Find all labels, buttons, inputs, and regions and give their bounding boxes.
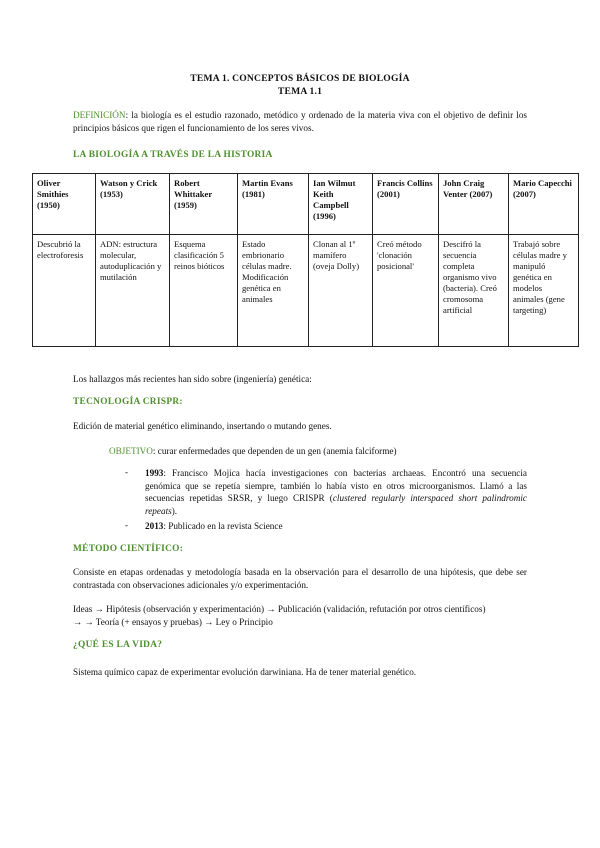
document-title: TEMA 1. CONCEPTOS BÁSICOS DE BIOLOGÍA	[190, 73, 410, 84]
crispr-heading	[73, 397, 183, 407]
method-chain-line-1: Ideas → Hipótesis (observación y experimentación) → Publicación (validación, refutación por otros científicos)	[73, 604, 486, 614]
crispr-bullet-1993	[145, 467, 527, 517]
bullet-text: : Francisco Mojica hacía investigaciones con bacterias archaeas. Encontró una secuencia genómica que se repetía siempre, también lo había visto en otros microorganismos. Llamó a las secuencias repetidas SRSR, y luego CRISPR (	[145, 468, 527, 504]
table-header-cell: Oliver Smithies (1950)	[33, 174, 96, 235]
table-header-row	[33, 174, 579, 235]
history-heading: LA BIOLOGÍA A TRAVÉS DE LA HISTORIA	[73, 150, 273, 160]
table-header-cell: Ian Wilmut Keith Campbell (1996)	[309, 174, 373, 235]
bullet-text: : Publicado en la revista Science	[163, 521, 283, 531]
method-heading-label: MÉTODO CIENTÍFICO	[73, 544, 180, 554]
table-header-cell: Mario Capecchi (2007)	[509, 174, 579, 235]
bullet-end: ).	[171, 505, 178, 516]
definition-paragraph	[73, 109, 527, 134]
table-cell: Descubrió la electroforesis	[33, 235, 96, 347]
table-header-cell: John Craig Venter (2007)	[439, 174, 509, 235]
bullet-year: 2013	[145, 521, 164, 531]
recent-findings-text: Los hallazgos más recientes han sido sobre (ingeniería) genética:	[73, 374, 312, 384]
table-cell: Estado embrionario células madre. Modificación genética en animales	[238, 235, 309, 347]
method-heading	[73, 544, 183, 554]
table-cell: Clonan al 1º mamífero (oveja Dolly)	[309, 235, 373, 347]
crispr-heading-suffix: :	[179, 397, 183, 407]
table-header-cell: Martin Evans (1981)	[238, 174, 309, 235]
table-header-cell: Robert Whittaker (1959)	[170, 174, 238, 235]
method-chain-line-2: → → Teoría (+ ensayos y pruebas) → Ley o Principio	[73, 617, 273, 627]
definition-label: DEFINICIÓN	[73, 110, 126, 120]
method-paragraph: Consiste en etapas ordenadas y metodología basada en la observación para el desarrollo de una hipótesis, que debe ser contrastada con observaciones adicionales y/o experimentación.	[73, 567, 527, 590]
bullet-italic-text: clustered regularly interspaced short palindromic repeats	[145, 493, 527, 516]
table-row	[33, 235, 579, 347]
crispr-bullet-2013	[145, 520, 283, 533]
crispr-description: Edición de material genético eliminando, insertando o mutando genes.	[73, 421, 332, 431]
table-cell: Esquema clasificación 5 reinos bióticos	[170, 235, 238, 347]
bullet-dash: -	[125, 520, 128, 530]
history-table	[32, 173, 579, 347]
table-cell: Creó método 'clonación posicional'	[373, 235, 439, 347]
bullet-year: 1993	[145, 468, 164, 478]
table-cell: ADN: estructura molecular, autoduplicación y mutilación	[96, 235, 170, 347]
definition-text: : la biología es el estudio razonado, metódico y ordenado de la materia viva con el objetivo de definir los principios básicos que rigen el funcionamiento de los seres vivos.	[73, 110, 527, 133]
crispr-objective	[109, 445, 397, 458]
objective-text: : curar enfermedades que dependen de un gen (anemia falciforme)	[152, 446, 397, 456]
life-text: Sistema químico capaz de experimentar evolución darwiniana. Ha de tener material genético.	[73, 667, 417, 677]
document-subtitle: TEMA 1.1	[277, 86, 323, 97]
table-header-cell: Watson y Crick (1953)	[96, 174, 170, 235]
life-heading: ¿QUÉ ES LA VIDA?	[73, 640, 163, 650]
table-cell: Descifró la secuencia completa organismo vivo (bacteria). Creó cromosoma artificial	[439, 235, 509, 347]
crispr-heading-label: TECNOLOGÍA CRISPR	[73, 397, 180, 407]
method-heading-suffix: :	[179, 544, 184, 554]
table-header-cell: Francis Collins (2001)	[373, 174, 439, 235]
objective-label: OBJETIVO	[109, 446, 153, 456]
table-cell: Trabajó sobre células madre y manipuló genética en modelos animales (gene targeting)	[509, 235, 579, 347]
bullet-dash: -	[125, 467, 128, 477]
